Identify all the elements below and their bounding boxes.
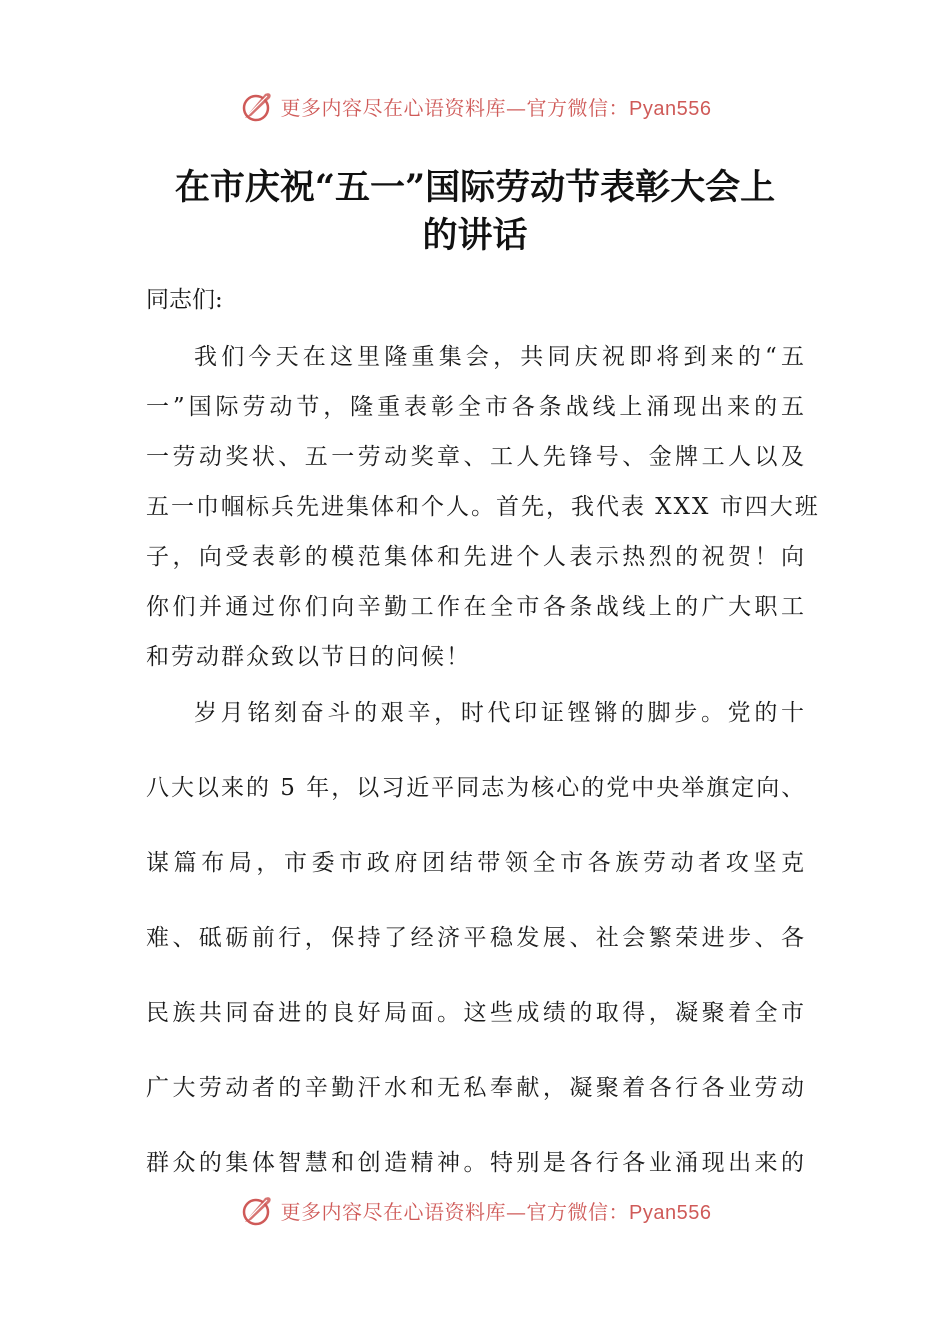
paragraph-1-line: 我们今天在这里隆重集会，共同庆祝即将到来的“五: [194, 344, 806, 370]
paragraph-2-line: 岁月铭刻奋斗的艰辛，时代印证铿锵的脚步。党的十: [194, 700, 806, 726]
paragraph-2: [146, 676, 806, 1201]
paragraph-2-line: 民族共同奋进的良好局面。这些成绩的取得，凝聚着全市: [146, 1000, 806, 1026]
salutation: 同志们:: [146, 287, 223, 313]
watermark-text: 更多内容尽在心语资料库—官方微信：Pyan556: [280, 95, 712, 120]
paragraph-1: [146, 332, 820, 682]
paragraph-2-line: 谋篇布局，市委市政府团结带领全市各族劳动者攻坚克: [146, 850, 806, 876]
paragraph-2-line: 广大劳动者的辛勤汗水和无私奉献，凝聚着各行各业劳动: [146, 1075, 806, 1101]
feather-pen-logo-icon: [239, 1192, 275, 1228]
paragraph-2-line: 群众的集体智慧和创造精神。特别是各行各业涌现出来的: [146, 1150, 806, 1176]
footer-watermark: [0, 1190, 950, 1230]
watermark-wechat-id: Pyan556: [629, 97, 712, 120]
header-watermark: [0, 86, 950, 126]
paragraph-1-line: 一”国际劳动节，隆重表彰全市各条战线上涌现出来的五: [146, 394, 806, 420]
paragraph-1-line: 五一巾帼标兵先进集体和个人。首先，我代表 XXX 市四大班: [146, 494, 820, 520]
paragraph-1-line: 和劳动群众致以节日的问候！: [146, 644, 471, 670]
title-line-2: 的讲话: [422, 215, 528, 256]
title-line-1: 在市庆祝“五一”国际劳动节表彰大会上: [174, 167, 776, 208]
paragraph-1-line: 你们并通过你们向辛勤工作在全市各条战线上的广大职工: [146, 594, 806, 620]
watermark-text: 更多内容尽在心语资料库—官方微信：Pyan556: [280, 1199, 712, 1224]
document-title: [130, 164, 820, 260]
paragraph-1-line: 子，向受表彰的模范集体和先进个人表示热烈的祝贺！向: [146, 544, 806, 570]
paragraph-2-line: 难、砥砺前行，保持了经济平稳发展、社会繁荣进步、各: [146, 925, 806, 951]
paragraph-1-line: 一劳动奖状、五一劳动奖章、工人先锋号、金牌工人以及: [146, 444, 806, 470]
feather-pen-logo-icon: [239, 88, 275, 124]
paragraph-2-line: 八大以来的 5 年，以习近平同志为核心的党中央举旗定向、: [146, 775, 807, 801]
watermark-wechat-id: Pyan556: [629, 1201, 712, 1224]
